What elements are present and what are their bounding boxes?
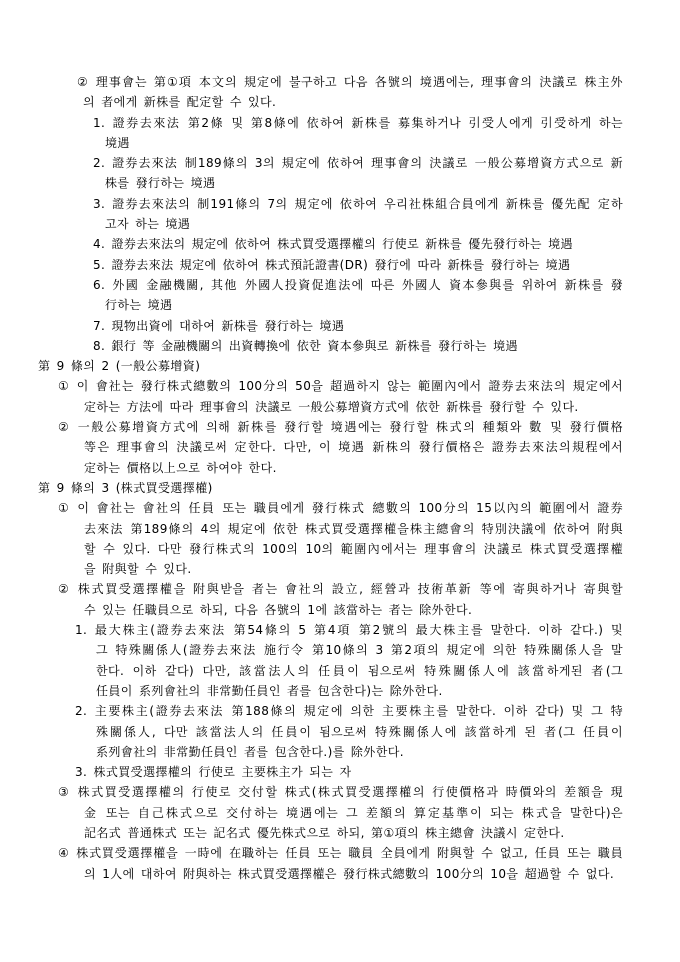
document-line: 한다. 이하 같다) 다만, 該當法人의 任員이 됨으로써 特殊關係人에 該當하게된 者(그 (96, 663, 623, 678)
document-line: 株를 發行하는 境遇 (105, 176, 216, 191)
document-line: 할 수 있다. 다만 發行株式의 100의 10의 範圍內에서는 理事會의 決議로 株式買受選擇權 (84, 541, 623, 556)
document-line: ④ 株式買受選擇權을 一時에 在職하는 任員 또는 職員 全員에게 附與할 수 없고, 任員 또는 職員 (58, 846, 623, 861)
document-line: ① 이 會社는 發行株式總數의 100分의 50을 超過하지 않는 範圍內에서 證券去來法의 規定에서 (58, 379, 623, 394)
document-line: 等은 理事會의 決議로써 定한다. 다만, 이 境遇 新株의 發行價格은 證券去來法의規程에서 (84, 440, 623, 455)
document-line: 第 9 條의 3 (株式買受選擇權) (38, 480, 213, 495)
document-line: 金 또는 自己株式으로 交付하는 境遇에는 그 差額의 算定基準이 되는 株式을 말한다)은 (84, 805, 623, 820)
document-line: 2. 主要株主(證券去來法 第188條의 規定에 의한 主要株主를 말한다. 이하 같다) 및 그 特 (75, 704, 623, 719)
document-line: 1. 證券去來法 第2條 및 第8條에 依하여 新株를 募集하거나 引受人에게 引受하게 하는 (93, 115, 623, 130)
document-line: ② 株式買受選擇權을 附與받을 者는 會社의 設立, 經營과 技術革新 等에 寄與하거나 寄與할 (58, 582, 623, 597)
document-line: 任員이 系列會社의 非常勤任員인 者를 包含한다)는 除外한다. (96, 683, 443, 698)
document-line: 6. 外國 金融機關, 其他 外國人投資促進法에 따른 外國人 資本參與를 위하여 新株를 發 (93, 277, 623, 292)
document-line: 殊關係人, 다만 該當法人의 任員이 됨으로써 特殊關係人에 該當하게 된 者(그 任員이 (96, 724, 623, 739)
document-line: ② 一般公募增資方式에 의해 新株를 發行할 境遇에는 發行할 株式의 種類와 數 및 發行價格 (58, 420, 623, 435)
document-line: 2. 證券去來法 制189條의 3의 規定에 依하여 理事會의 決議로 一般公募增資方式으로 新 (93, 156, 623, 171)
document-line: 記名式 普通株式 또는 記名式 優先株式으로 하되, 第①項의 株主總會 決議시 定한다. (84, 825, 565, 840)
document-line: 3. 株式買受選擇權의 行使로 主要株主가 되는 자 (75, 765, 352, 780)
document-line: 行하는 境遇 (105, 298, 173, 313)
document-line: 의 者에게 新株를 配定할 수 있다. (83, 95, 277, 110)
document-line: 의 1人에 대하여 附與하는 株式買受選擇權은 發行株式總數의 100分의 10을 超過할 수 없다. (84, 866, 615, 881)
document-line: 고자 하는 境遇 (105, 217, 191, 232)
document-line: 8. 銀行 等 金融機關의 出資轉換에 依한 資本參與로 新株를 發行하는 境遇 (93, 338, 518, 353)
document-line: 1. 最大株主(證券去來法 第54條의 5 第4項 第2號의 最大株主를 말한다. 이하 같다.) 및 (75, 623, 623, 638)
document-line: 系列會社의 非常勤任員인 者를 包含한다.)를 除外한다. (96, 744, 404, 759)
document-line: 을 附與할 수 있다. (84, 562, 192, 577)
document-line: 수 있는 任職員으로 하되, 다음 各號의 1에 該當하는 者는 除外한다. (84, 602, 473, 617)
document-line: 7. 現物出資에 대하여 新株를 發行하는 境遇 (93, 318, 345, 333)
document-line: 4. 證券去來法의 規定에 依하여 株式買受選擇權의 行使로 新株를 優先發行하는 境遇 (93, 237, 573, 252)
document-line: 5. 證券去來法 規定에 依하여 株式預託證書(DR) 發行에 따라 新株를 發行하는 境遇 (93, 257, 571, 272)
document-line: 境遇 (105, 135, 130, 150)
document-line: 定하는 價格以上으로 하여야 한다. (84, 460, 277, 475)
document-body (38, 72, 623, 884)
document-line: 第 9 條의 2 (一般公募增資) (38, 359, 201, 374)
document-line: ③ 株式買受選擇權의 行使로 交付할 株式(株式買受選擇權의 行使價格과 時價와의 差額을 現 (58, 785, 623, 800)
document-line: ② 理事會는 第①項 本文의 規定에 불구하고 다음 各號의 境遇에는, 理事會의 決議로 株主外 (77, 75, 623, 89)
document-line: 定하는 方法에 따라 理事會의 決議로 一般公募增資方式에 依한 新株를 發行할 수 있다. (84, 399, 579, 414)
document-line: ① 이 會社는 會社의 任員 또는 職員에게 發行株式 總數의 100分의 15以內의 範圍에서 證券 (58, 501, 623, 516)
document-line: 그 特殊關係人(證券去來法 施行令 第10條의 3 第2項의 規定에 의한 特殊關係人을 말 (96, 643, 623, 658)
document-line: 去來法 第189條의 4의 規定에 依한 株式買受選擇權을株主總會의 特別決議에 依하여 附與 (84, 521, 623, 536)
document-line: 3. 證券去來法의 制191條의 7의 規定에 依하여 우리社株組合員에게 新株를 優先配 定하 (93, 196, 623, 211)
